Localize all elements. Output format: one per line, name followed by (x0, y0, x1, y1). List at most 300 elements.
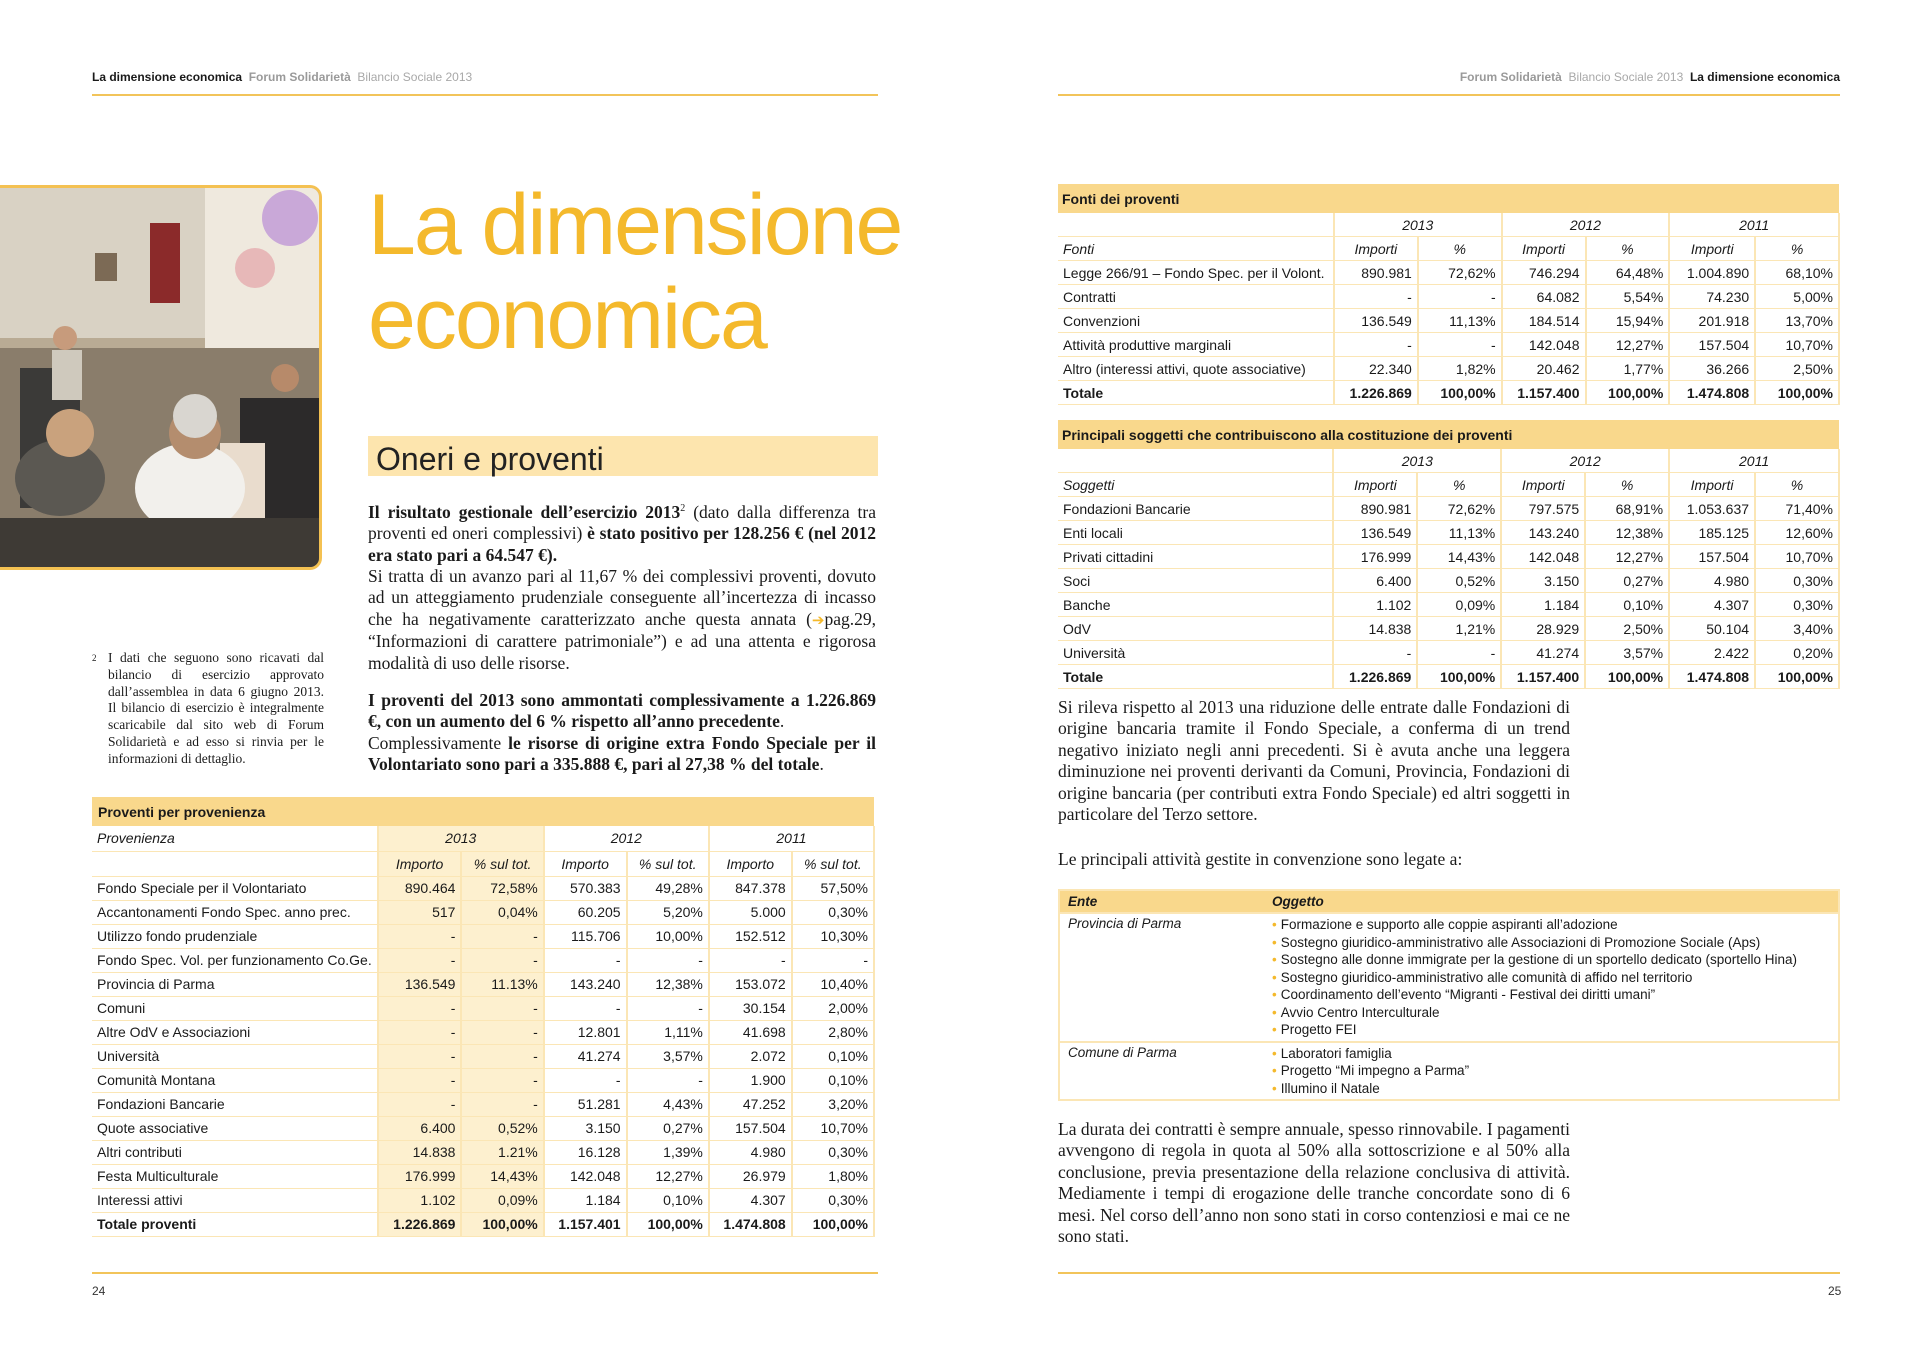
row-header: Soggetti (1058, 473, 1333, 497)
table-row (92, 1164, 874, 1188)
percent-cell: 3,57% (627, 1044, 709, 1068)
row-label: Altre OdV e Associazioni (92, 1020, 378, 1044)
percent-cell: 14,43% (461, 1164, 543, 1188)
row-label: Fondazioni Bancarie (1058, 497, 1333, 521)
amount-cell: 1.474.808 (1669, 665, 1755, 689)
row-label: Totale proventi (92, 1212, 378, 1236)
amount-cell: 1.226.869 (1333, 665, 1417, 689)
arrow-icon: ➔ (811, 610, 825, 629)
object-item-text: Coordinamento dell’evento “Migranti - Festival dei diritti umani” (1280, 987, 1656, 1002)
percent-cell: - (627, 948, 709, 972)
total-row (92, 1212, 874, 1236)
year-header: 2013 (1333, 449, 1501, 473)
year-header: 2012 (1501, 449, 1669, 473)
amount-cell: 4.980 (1669, 569, 1755, 593)
amount-cell: - (1334, 333, 1418, 357)
proceeds-by-origin-table (92, 797, 875, 1237)
object-item-text: Sostegno giuridico-amministrativo alle comunità di affido nel territorio (1280, 969, 1693, 985)
percent-cell: 2,50% (1585, 617, 1669, 641)
percent-cell: 10,70% (1755, 333, 1839, 357)
row-label: Contratti (1058, 285, 1334, 309)
amount-cell: 1.474.808 (709, 1212, 792, 1236)
percent-cell: 0,30% (1755, 569, 1839, 593)
object-item-text: Sostegno alle donne immigrate per la gestione di un sportello dedicato (sportello Hina) (1280, 952, 1798, 967)
percent-cell: 100,00% (1755, 381, 1839, 405)
row-label: Totale (1058, 665, 1333, 689)
amount-cell: - (378, 1044, 462, 1068)
table-row (1058, 569, 1839, 593)
main-contributors-table (1058, 420, 1840, 689)
percent-cell: - (627, 1068, 709, 1092)
row-label: Utilizzo fondo prudenziale (92, 924, 378, 948)
amount-cell: - (378, 1020, 462, 1044)
sources-of-proceeds-table (1058, 184, 1840, 405)
amount-cell: 136.549 (1333, 521, 1417, 545)
amount-cell: 2.072 (709, 1044, 792, 1068)
amount-cell: 28.929 (1501, 617, 1585, 641)
amount-cell: 185.125 (1669, 521, 1755, 545)
amount-cell: - (1334, 285, 1418, 309)
percent-cell: 10,30% (792, 924, 874, 948)
footnote-text: I dati che seguono sono ricavati dal bilancio di esercizio approvato dall’assemblea in data 6 giugno 2013. Il bilancio di esercizio è integralmente scaricabile dal sito web di Forum Solidarietà e ad esso si rinvia per le informazioni di dettaglio. (108, 650, 324, 766)
percent-cell: 0,20% (1755, 641, 1839, 665)
percent-cell: 71,40% (1755, 497, 1839, 521)
percent-cell: 100,00% (1585, 665, 1669, 689)
amount-cell: 16.128 (544, 1140, 627, 1164)
para1-normal-b: Si tratta di un avanzo pari al 11,67 % dei complessivi proventi, dovuto ad un atteggiamento prudenziale conseguente all’incertezza di incasso che ha negativamente caratterizzato anche questa annata ( (368, 566, 876, 629)
percent-cell: 1,77% (1586, 357, 1670, 381)
para2-bold-a: I proventi del 2013 sono ammontati complessivamente a 1.226.869 €, con un aumento del 6 % rispetto all’anno precedente (368, 690, 876, 732)
amount-cell: 30.154 (709, 996, 792, 1020)
percent-cell: 68,91% (1585, 497, 1669, 521)
percent-cell: 2,50% (1755, 357, 1839, 381)
object-item (1272, 986, 1830, 1004)
table-row (1058, 285, 1839, 309)
year-header: 2012 (544, 826, 709, 851)
percent-cell: 0,27% (1585, 569, 1669, 593)
footer-rule (92, 1272, 878, 1274)
row-label: Enti locali (1058, 521, 1333, 545)
header-rule (1058, 94, 1840, 96)
amount-cell: 1.226.869 (1334, 381, 1418, 405)
amount-cell: 1.053.637 (1669, 497, 1755, 521)
percent-cell: 12,27% (1586, 333, 1670, 357)
amount-cell: 517 (378, 900, 462, 924)
amount-cell: 41.274 (1501, 641, 1585, 665)
percent-cell: 0,09% (1417, 593, 1501, 617)
object-item (1272, 951, 1830, 969)
amount-cell: 847.378 (709, 876, 792, 900)
row-label: Fondazioni Bancarie (92, 1092, 378, 1116)
blank-cell (1058, 213, 1334, 237)
table-row (1058, 593, 1839, 617)
entity-cell: Provincia di Parma (1068, 916, 1182, 931)
sub-header: % (1417, 473, 1501, 497)
amount-cell: - (1333, 641, 1417, 665)
table-row (1058, 545, 1839, 569)
percent-cell: - (1418, 333, 1502, 357)
object-item (1272, 916, 1830, 934)
percent-cell: - (1418, 285, 1502, 309)
sub-header: Importo (544, 851, 627, 876)
sub-header: Importo (709, 851, 792, 876)
percent-cell: 14,43% (1417, 545, 1501, 569)
trend-paragraph: Si rileva rispetto al 2013 una riduzione delle entrate dalle Fondazioni di origine bancaria tramite il Fondo Speciale, a conferma di un trend negativo iniziato negli anni precedenti. Si è avuta anche una leggera diminuzione nei proventi derivanti da Comuni, Provincia, Fondazioni di origine bancaria (per contributi extra Fondo Speciale) ed altri soggetti in particolare del Terzo settore. (1058, 697, 1570, 825)
amount-cell: 4.980 (709, 1140, 792, 1164)
table-row (1058, 617, 1839, 641)
header-org: Forum Solidarietà (248, 70, 351, 84)
year-header: 2011 (709, 826, 874, 851)
percent-cell: 1,39% (627, 1140, 709, 1164)
amount-cell: - (378, 996, 462, 1020)
row-label: Fondo Speciale per il Volontariato (92, 876, 378, 900)
right-running-header (1460, 70, 1840, 84)
amount-cell: 47.252 (709, 1092, 792, 1116)
blank-cell (1058, 449, 1333, 473)
row-label: Interessi attivi (92, 1188, 378, 1212)
row-label: Privati cittadini (1058, 545, 1333, 569)
percent-cell: 3,20% (792, 1092, 874, 1116)
conference-photo (0, 185, 322, 570)
amount-cell: 176.999 (378, 1164, 462, 1188)
row-header: Fonti (1058, 237, 1334, 261)
amount-cell: 1.102 (378, 1188, 462, 1212)
row-label: Fondo Spec. Vol. per funzionamento Co.Ge. (92, 948, 378, 972)
percent-cell: 10,40% (792, 972, 874, 996)
percent-cell: 0,30% (1755, 593, 1839, 617)
table-row (92, 900, 874, 924)
amount-cell: 157.504 (709, 1116, 792, 1140)
amount-cell: 890.464 (378, 876, 462, 900)
table-row (92, 1140, 874, 1164)
object-cell (1264, 1042, 1839, 1101)
amount-cell: 12.801 (544, 1020, 627, 1044)
object-item-text: Progetto FEI (1280, 1022, 1357, 1037)
object-item (1272, 969, 1830, 987)
percent-cell: 57,50% (792, 876, 874, 900)
row-label: Comunità Montana (92, 1068, 378, 1092)
row-label: Università (92, 1044, 378, 1068)
header-report: Bilancio Sociale 2013 (357, 70, 473, 84)
percent-cell: 0,30% (792, 1140, 874, 1164)
agreements-intro: Le principali attività gestite in convenzione sono legate a: (1058, 849, 1463, 869)
percent-cell: 3,57% (1585, 641, 1669, 665)
table-row (1058, 261, 1839, 285)
para1-bold-b: è stato positivo per 128.256 € (nel 2012 era stato pari a 64.547 €). (368, 523, 876, 565)
object-item (1272, 1021, 1830, 1039)
amount-cell: 1.102 (1333, 593, 1417, 617)
table-caption: Proventi per provenienza (92, 797, 874, 826)
table-row (92, 1020, 874, 1044)
contracts-paragraph: La durata dei contratti è sempre annuale, spesso rinnovabile. I pagamenti avvengono di regola in quota al 50% alla sottoscrizione e al 50% alla conclusione, previa presentazione della relazione conclusiva di attività. Mediamente i tempi di erogazione delle tranche concordate sono di 6 mesi. Nel corso dell’anno non sono stati in corso contenziosi e mai ce ne sono stati. (1058, 1119, 1570, 1247)
percent-cell: 13,70% (1755, 309, 1839, 333)
percent-cell: 12,38% (627, 972, 709, 996)
row-label: Altro (interessi attivi, quote associative) (1058, 357, 1334, 381)
amount-cell: 157.504 (1669, 333, 1755, 357)
footnote-ref: 2 (680, 503, 686, 514)
percent-cell: 4,43% (627, 1092, 709, 1116)
amount-cell: 115.706 (544, 924, 627, 948)
para1-normal-c: pag.29, “Informazioni di carattere patrimoniale”) e ad una attenta e rigorosa modalità di uso delle risorse. (368, 608, 876, 673)
sub-header: % (1755, 237, 1839, 261)
percent-cell: 100,00% (627, 1212, 709, 1236)
column-header: Oggetto (1264, 890, 1839, 913)
percent-cell: 1,80% (792, 1164, 874, 1188)
table-row (1058, 497, 1839, 521)
year-header: 2013 (1334, 213, 1502, 237)
amount-cell: 1.004.890 (1669, 261, 1755, 285)
percent-cell: 3,40% (1755, 617, 1839, 641)
percent-cell: 10,70% (792, 1116, 874, 1140)
object-item-text: Illumino il Natale (1280, 1080, 1380, 1096)
row-label: Festa Multiculturale (92, 1164, 378, 1188)
object-item-text: Sostegno giuridico-amministrativo alle Associazioni di Promozione Sociale (Aps) (1280, 934, 1761, 950)
footnote-mark: 2 (92, 653, 97, 663)
section-title: Oneri e proventi (376, 441, 604, 477)
row-label: Attività produttive marginali (1058, 333, 1334, 357)
percent-cell: - (461, 924, 543, 948)
page-title (368, 178, 901, 366)
amount-cell: - (544, 948, 627, 972)
object-cell (1264, 913, 1839, 1042)
year-header: 2011 (1669, 449, 1839, 473)
year-header: 2011 (1669, 213, 1839, 237)
sub-header: Importi (1334, 237, 1418, 261)
percent-cell: 100,00% (1417, 665, 1501, 689)
table-row (1058, 333, 1839, 357)
sub-header: % (1755, 473, 1839, 497)
year-header: 2012 (1502, 213, 1670, 237)
table-row (92, 1188, 874, 1212)
percent-cell: 0,10% (792, 1068, 874, 1092)
para2-bold-b: le risorse di origine extra Fondo Speciale per il Volontariato sono pari a 335.888 €, pari al 27,38 % del totale (368, 732, 876, 775)
sub-header: Importi (1502, 237, 1586, 261)
amount-cell: 3.150 (1501, 569, 1585, 593)
left-running-header (92, 70, 472, 84)
amount-cell: 4.307 (1669, 593, 1755, 617)
sub-header: Importi (1669, 473, 1755, 497)
sub-header: Importi (1333, 473, 1417, 497)
row-label: Convenzioni (1058, 309, 1334, 333)
amount-cell: 797.575 (1501, 497, 1585, 521)
page-number: 25 (1828, 1284, 1842, 1298)
percent-cell: 0,10% (627, 1188, 709, 1212)
percent-cell: 100,00% (461, 1212, 543, 1236)
amount-cell: 746.294 (1502, 261, 1586, 285)
row-label: Quote associative (92, 1116, 378, 1140)
sub-header: Importo (378, 851, 462, 876)
percent-cell: - (627, 996, 709, 1020)
amount-cell: 143.240 (1501, 521, 1585, 545)
amount-cell: 1.157.400 (1502, 381, 1586, 405)
percent-cell: 12,60% (1755, 521, 1839, 545)
percent-cell: 0,04% (461, 900, 543, 924)
sub-header: % sul tot. (461, 851, 543, 876)
amount-cell: 41.274 (544, 1044, 627, 1068)
amount-cell: 1.157.401 (544, 1212, 627, 1236)
column-header: Ente (1059, 890, 1264, 913)
header-report: Bilancio Sociale 2013 (1568, 70, 1684, 84)
amount-cell: 36.266 (1669, 357, 1755, 381)
para1-normal-a: (dato dalla differenza tra proventi ed oneri complessivi) (368, 501, 876, 544)
table-row (92, 1092, 874, 1116)
table-row (92, 972, 874, 996)
amount-cell: 152.512 (709, 924, 792, 948)
amount-cell: 570.383 (544, 876, 627, 900)
amount-cell: 22.340 (1334, 357, 1418, 381)
table-row (92, 876, 874, 900)
year-header: 2013 (378, 826, 544, 851)
object-item (1272, 1080, 1830, 1098)
percent-cell: - (461, 996, 543, 1020)
sub-header: % (1586, 237, 1670, 261)
percent-cell: 10,70% (1755, 545, 1839, 569)
percent-cell: 72,62% (1418, 261, 1502, 285)
row-label: Soci (1058, 569, 1333, 593)
amount-cell: 1.157.400 (1501, 665, 1585, 689)
percent-cell: 5,20% (627, 900, 709, 924)
amount-cell: - (378, 948, 462, 972)
para2-normal-b: Complessivamente (368, 732, 509, 753)
percent-cell: - (461, 1044, 543, 1068)
percent-cell: - (461, 948, 543, 972)
table-row (1058, 357, 1839, 381)
total-row (1058, 665, 1839, 689)
amount-cell: 890.981 (1333, 497, 1417, 521)
percent-cell: 72,58% (461, 876, 543, 900)
amount-cell: - (709, 948, 792, 972)
amount-cell: 142.048 (1501, 545, 1585, 569)
percent-cell: 1.21% (461, 1140, 543, 1164)
amount-cell: 3.150 (544, 1116, 627, 1140)
footnote (92, 650, 324, 768)
amount-cell: 1.184 (544, 1188, 627, 1212)
page-number: 24 (92, 1284, 106, 1298)
header-org: Forum Solidarietà (1459, 70, 1562, 84)
amount-cell: 1.184 (1501, 593, 1585, 617)
total-row (1058, 381, 1839, 405)
footer-rule (1058, 1272, 1840, 1274)
sub-header: Importi (1501, 473, 1585, 497)
amount-cell: - (378, 924, 462, 948)
percent-cell: 2,00% (792, 996, 874, 1020)
percent-cell: 68,10% (1755, 261, 1839, 285)
percent-cell: 12,27% (627, 1164, 709, 1188)
amount-cell: - (378, 1092, 462, 1116)
percent-cell: 12,27% (1585, 545, 1669, 569)
row-label: Università (1058, 641, 1333, 665)
row-label: Totale (1058, 381, 1334, 405)
row-label: Banche (1058, 593, 1333, 617)
amount-cell: 201.918 (1669, 309, 1755, 333)
percent-cell: 5,00% (1755, 285, 1839, 309)
table-row (92, 1068, 874, 1092)
object-item (1272, 1062, 1830, 1080)
amount-cell: 26.979 (709, 1164, 792, 1188)
amount-cell: 1.226.869 (378, 1212, 462, 1236)
amount-cell: 51.281 (544, 1092, 627, 1116)
amount-cell: 60.205 (544, 900, 627, 924)
percent-cell: - (792, 948, 874, 972)
table-row (1058, 521, 1839, 545)
amount-cell: 157.504 (1669, 545, 1755, 569)
percent-cell: 1,11% (627, 1020, 709, 1044)
amount-cell: 176.999 (1333, 545, 1417, 569)
entity-cell: Comune di Parma (1068, 1044, 1177, 1060)
percent-cell: - (461, 1020, 543, 1044)
percent-cell: 0,30% (792, 1188, 874, 1212)
row-label: OdV (1058, 617, 1333, 641)
sub-header: Importi (1669, 237, 1755, 261)
object-item (1272, 1045, 1830, 1063)
amount-cell: 6.400 (1333, 569, 1417, 593)
percent-cell: 0,27% (627, 1116, 709, 1140)
percent-cell: 11,13% (1418, 309, 1502, 333)
object-item-text: Laboratori famiglia (1280, 1045, 1392, 1061)
object-item-text: Progetto “Mi impegno a Parma” (1280, 1063, 1470, 1078)
page-title-line-1: La dimensione (368, 177, 902, 273)
percent-cell: 72,62% (1417, 497, 1501, 521)
header-rule (92, 94, 878, 96)
amount-cell: 153.072 (709, 972, 792, 996)
object-item (1272, 934, 1830, 952)
table-row (92, 1116, 874, 1140)
sub-header: % sul tot. (792, 851, 874, 876)
row-label: Legge 266/91 – Fondo Spec. per il Volont. (1058, 261, 1334, 285)
object-item-text: Formazione e supporto alle coppie aspiranti all’adozione (1280, 917, 1618, 932)
row-label: Altri contributi (92, 1140, 378, 1164)
amount-cell: - (544, 1068, 627, 1092)
table-row (1058, 309, 1839, 333)
amount-cell: 64.082 (1502, 285, 1586, 309)
percent-cell: 1,82% (1418, 357, 1502, 381)
para2-normal-a: . (779, 711, 785, 732)
amount-cell: 136.549 (378, 972, 462, 996)
percent-cell: - (461, 1092, 543, 1116)
percent-cell: 2,80% (792, 1020, 874, 1044)
row-header: Provenienza (92, 826, 378, 851)
percent-cell: 100,00% (1586, 381, 1670, 405)
amount-cell: 2.422 (1669, 641, 1755, 665)
table-row (92, 948, 874, 972)
table-caption: Principali soggetti che contribuiscono alla costituzione dei proventi (1058, 420, 1839, 449)
para1-bold-a: Il risultato gestionale dell’esercizio 2013 (368, 501, 681, 522)
sub-header: % (1418, 237, 1502, 261)
percent-cell: - (461, 1068, 543, 1092)
amount-cell: - (544, 996, 627, 1020)
agreement-row (1059, 913, 1839, 1042)
agreement-row (1059, 1042, 1839, 1101)
amount-cell: 142.048 (544, 1164, 627, 1188)
row-label: Accantonamenti Fondo Spec. anno prec. (92, 900, 378, 924)
para2-normal-c: . (819, 754, 824, 775)
row-label: Comuni (92, 996, 378, 1020)
amount-cell: 20.462 (1502, 357, 1586, 381)
percent-cell: 0,09% (461, 1188, 543, 1212)
percent-cell: 0,52% (1417, 569, 1501, 593)
amount-cell: 1.474.808 (1669, 381, 1755, 405)
percent-cell: 11,13% (1417, 521, 1501, 545)
section-heading (368, 436, 878, 476)
amount-cell: 142.048 (1502, 333, 1586, 357)
page-title-line-2: economica (368, 271, 766, 367)
percent-cell: 49,28% (627, 876, 709, 900)
amount-cell: 143.240 (544, 972, 627, 996)
percent-cell: 10,00% (627, 924, 709, 948)
amount-cell: 41.698 (709, 1020, 792, 1044)
blank-cell (92, 851, 378, 876)
percent-cell: 100,00% (1755, 665, 1839, 689)
